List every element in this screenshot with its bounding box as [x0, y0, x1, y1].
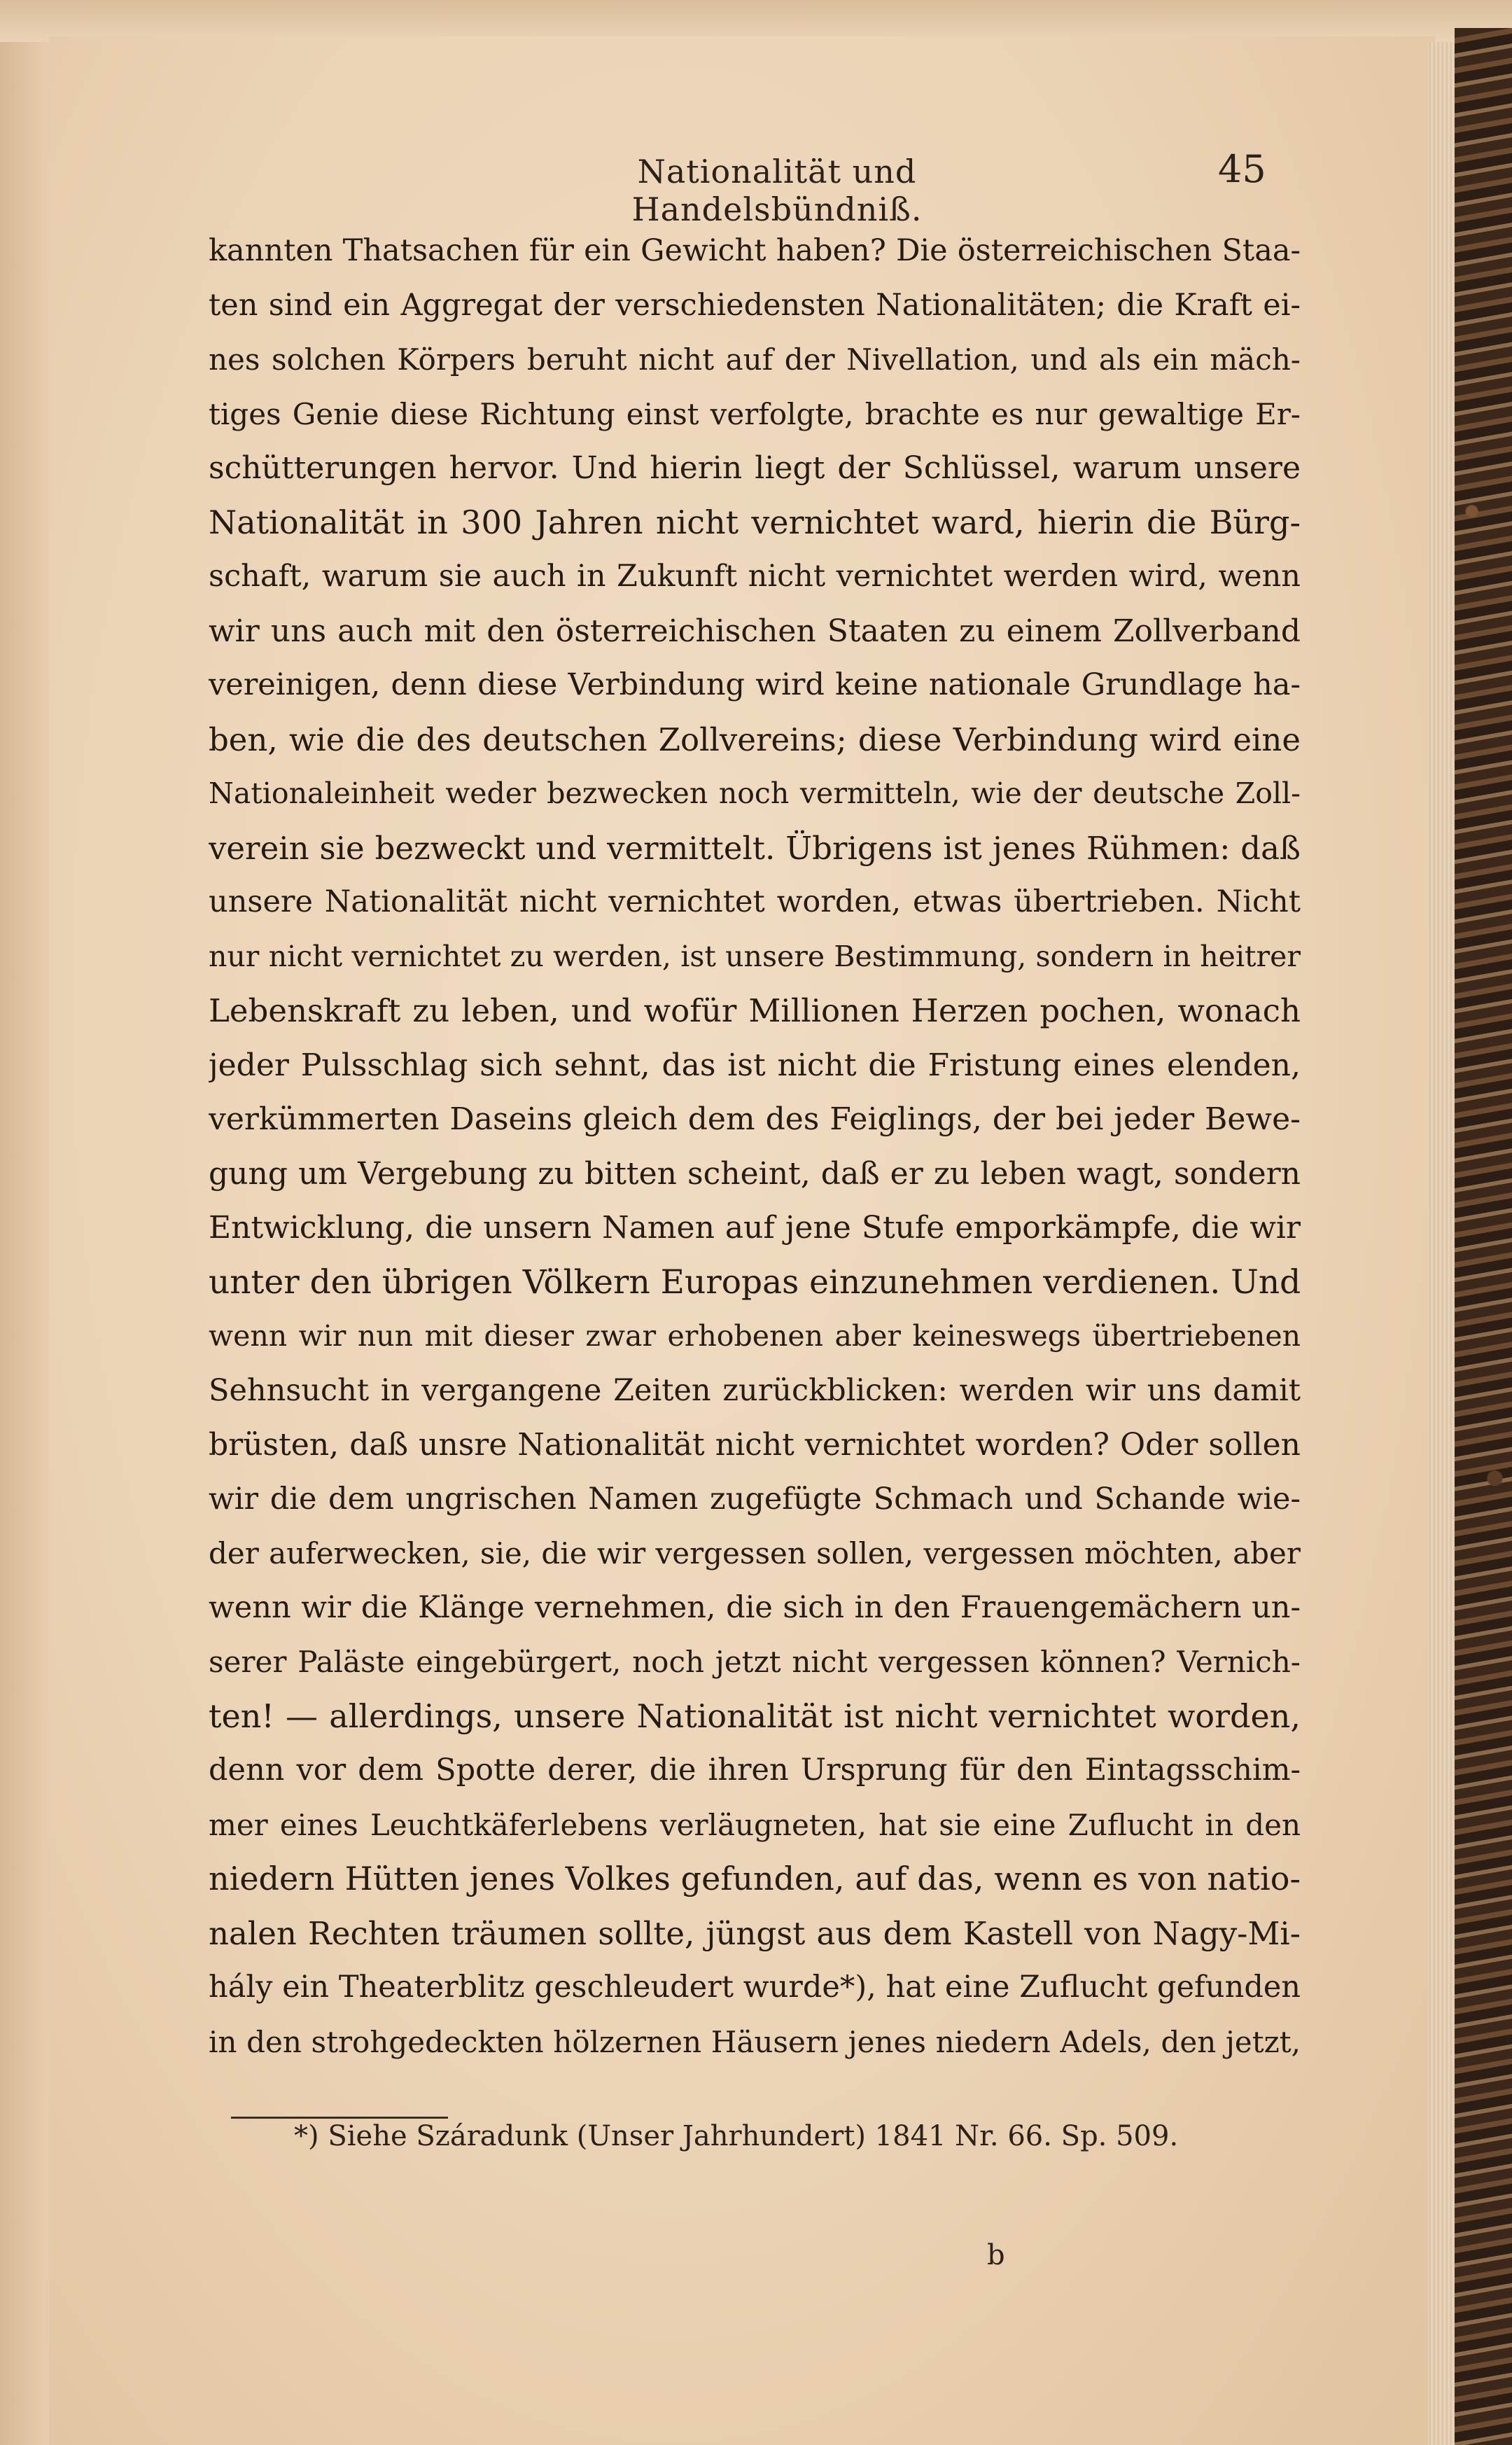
text-line: brüsten, daß unsre Nationalität nicht vernichtet worden? Oder sollen [209, 1427, 1301, 1463]
text-line: schütterungen hervor. Und hierin liegt der Schlüssel, warum unsere [209, 450, 1301, 486]
text-line: niedern Hütten jenes Volkes gefunden, auf das, wenn es von natio- [209, 1860, 1301, 1897]
text-line: denn vor dem Spotte derer, die ihren Ursprung für den Eintagsschim- [209, 1753, 1301, 1788]
text-line: wenn wir nun mit dieser zwar erhobenen aber keineswegs übertriebenen [209, 1319, 1301, 1353]
text-line: gung um Vergebung zu bitten scheint, daß er zu leben wagt, sondern [209, 1155, 1301, 1192]
text-line: Entwicklung, die unsern Namen auf jene Stufe emporkämpfe, die wir [209, 1210, 1301, 1246]
body-text [209, 224, 1301, 2069]
text-line: verein sie bezweckt und vermittelt. Übrigens ist jenes Rühmen: daß [209, 829, 1301, 867]
left-page-edge [0, 0, 49, 2445]
text-line: verkümmerten Daseins gleich dem des Feiglings, der bei jeder Bewe- [209, 1101, 1301, 1137]
text-line: ten! — allerdings, unsere Nationalität ist nicht vernichtet worden, [209, 1697, 1301, 1735]
text-line: ben, wie die des deutschen Zollvereins; diese Verbindung wird eine [209, 720, 1301, 758]
marbled-cover-edge [1455, 28, 1512, 2445]
text-line: schaft, warum sie auch in Zukunft nicht vernichtet werden wird, wenn [209, 559, 1301, 594]
text-line: kannten Thatsachen für ein Gewicht haben? Die österreichischen Staa- [209, 233, 1301, 268]
text-line: ten sind ein Aggregat der verschiedensten Nationalitäten; die Kraft ei- [209, 287, 1301, 323]
text-line: wir die dem ungrischen Namen zugefügte Schmach und Schande wie- [209, 1481, 1301, 1517]
text-line: Lebenskraft zu leben, und wofür Millionen Herzen pochen, wonach [209, 992, 1301, 1029]
footnote-rule [231, 2117, 448, 2119]
text-line: serer Paläste eingebürgert, noch jetzt nicht vergessen können? Vernich- [209, 1645, 1301, 1679]
text-line: Nationalität in 300 Jahren nicht vernichtet ward, hierin die Bürg- [209, 503, 1301, 541]
text-line: unter den übrigen Völkern Europas einzunehmen verdienen. Und [209, 1262, 1301, 1302]
text-line: nur nicht vernichtet zu werden, ist unsere Bestimmung, sondern in heitrer [209, 939, 1301, 973]
text-line: Sehnsucht in vergangene Zeiten zurückblicken: werden wir uns damit [209, 1372, 1301, 1408]
text-line: tiges Genie diese Richtung einst verfolgte, brachte es nur gewaltige Er- [209, 396, 1301, 431]
text-line: in den strohgedeckten hölzernen Häusern jenes niedern Adels, den jetzt, [209, 2024, 1301, 2059]
top-page-edge [0, 0, 1512, 42]
running-head: Nationalität und Handelsbündniß. [631, 153, 923, 228]
text-line: der auferwecken, sie, die wir vergessen sollen, vergessen möchten, aber [209, 1536, 1301, 1570]
text-line: vereinigen, denn diese Verbindung wird keine nationale Grundlage ha- [209, 667, 1301, 702]
text-line: mer eines Leuchtkäferlebens verläugneten, hat sie eine Zuflucht in den [209, 1807, 1301, 1842]
text-line: unsere Nationalität nicht vernichtet worden, etwas übertrieben. Nicht [209, 884, 1301, 919]
text-line: nes solchen Körpers beruht nicht auf der Nivellation, und als ein mäch- [209, 342, 1301, 377]
page-stack-edge [1428, 42, 1455, 2445]
signature-mark: b [987, 2239, 1005, 2271]
page-number: 45 [1218, 147, 1266, 191]
text-line: wir uns auch mit den österreichischen Staaten zu einem Zollverband [209, 613, 1301, 649]
text-line: nalen Rechten träumen sollte, jüngst aus dem Kastell von Nagy-Mi- [209, 1914, 1301, 1952]
text-line: hály ein Theaterblitz geschleudert wurde*), hat eine Zuflucht gefunden [209, 1970, 1301, 2005]
text-line: Nationaleinheit weder bezwecken noch vermitteln, wie der deutsche Zoll- [209, 776, 1301, 810]
footnote: *) Siehe Száradunk (Unser Jahrhundert) 1841 Nr. 66. Sp. 509. [294, 2120, 1179, 2152]
text-line: jeder Pulsschlag sich sehnt, das ist nicht die Fristung eines elenden, [209, 1047, 1301, 1083]
text-line: wenn wir die Klänge vernehmen, die sich in den Frauengemächern un- [209, 1589, 1301, 1625]
